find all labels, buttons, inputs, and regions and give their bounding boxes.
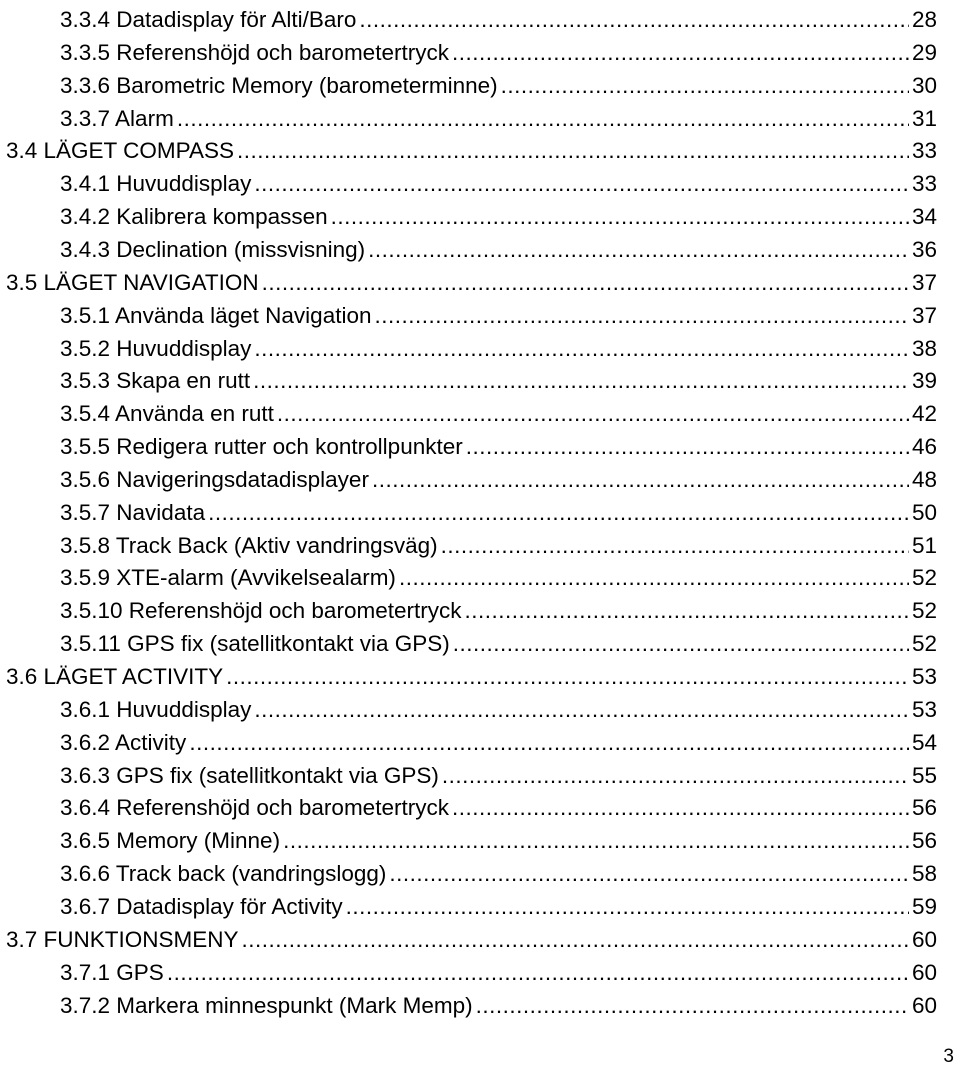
toc-entry-page: 52 xyxy=(911,598,937,624)
toc-entry[interactable] xyxy=(6,920,937,953)
toc-dot-leader xyxy=(476,993,909,1019)
toc-entry-page: 53 xyxy=(911,664,937,689)
toc-entry-page: 38 xyxy=(911,335,937,361)
toc-dot-leader xyxy=(466,434,909,460)
toc-entry[interactable] xyxy=(60,493,937,526)
page-number: 3 xyxy=(943,1046,954,1067)
toc-entry[interactable] xyxy=(60,624,937,657)
toc-dot-leader xyxy=(442,763,909,789)
toc-entry-page: 52 xyxy=(911,565,937,591)
toc-entry-page: 50 xyxy=(911,499,937,525)
toc-entry-page: 31 xyxy=(911,105,937,131)
toc-entry-page: 60 xyxy=(911,992,937,1018)
toc-entry[interactable] xyxy=(60,66,937,99)
toc-entry-title: 3.4.3 Declination (missvisning) xyxy=(60,236,366,262)
toc-entry-page: 58 xyxy=(911,861,937,887)
toc-entry[interactable] xyxy=(60,854,937,887)
toc-dot-leader xyxy=(501,73,909,99)
toc-entry-page: 55 xyxy=(911,762,937,788)
toc-dot-leader xyxy=(331,204,909,230)
toc-entry-page: 33 xyxy=(911,138,937,164)
toc-entry-page: 60 xyxy=(911,959,937,985)
toc-entry-title: 3.6 LÄGET ACTIVITY xyxy=(6,664,224,689)
toc-entry-page: 37 xyxy=(911,269,937,295)
toc-entry-page: 56 xyxy=(911,828,937,854)
toc-entry-page: 37 xyxy=(911,302,937,328)
toc-dot-leader xyxy=(177,106,909,132)
toc-entry-title: 3.5.5 Redigera rutter och kontrollpunkter xyxy=(60,434,463,460)
toc-entry-title: 3.5.10 Referenshöjd och barometertryck xyxy=(60,598,462,624)
toc-entry-title: 3.5.2 Huvuddisplay xyxy=(60,335,252,361)
toc-entry[interactable] xyxy=(60,197,937,230)
toc-entry[interactable] xyxy=(60,953,937,986)
toc-entry-title: 3.5.6 Navigeringsdatadisplayer xyxy=(60,466,369,492)
toc-entry-title: 3.6.5 Memory (Minne) xyxy=(60,828,281,854)
toc-entry-title: 3.5.1 Använda läget Navigation xyxy=(60,302,372,328)
toc-dot-leader xyxy=(226,664,909,690)
toc-entry[interactable] xyxy=(6,263,937,296)
toc-entry[interactable] xyxy=(60,526,937,559)
toc-entry[interactable] xyxy=(60,164,937,197)
toc-entry[interactable] xyxy=(60,296,937,329)
toc-entry-title: 3.6.7 Datadisplay för Activity xyxy=(60,893,343,919)
toc-entry-page: 54 xyxy=(911,729,937,755)
toc-entry[interactable] xyxy=(60,788,937,821)
toc-entry-page: 34 xyxy=(911,204,937,230)
toc-entry[interactable] xyxy=(60,329,937,362)
toc-entry[interactable] xyxy=(60,33,937,66)
toc-entry-title: 3.5.8 Track Back (Aktiv vandringsväg) xyxy=(60,532,438,558)
toc-dot-leader xyxy=(254,336,909,362)
toc-entry[interactable] xyxy=(6,657,937,690)
toc-entry-title: 3.5.9 XTE-alarm (Avvikelsealarm) xyxy=(60,565,396,591)
toc-dot-leader xyxy=(167,960,909,986)
toc-dot-leader xyxy=(464,598,909,624)
toc-entry-page: 39 xyxy=(911,368,937,394)
toc-entry-title: 3.4.2 Kalibrera kompassen xyxy=(60,204,328,230)
toc-dot-leader xyxy=(452,40,909,66)
toc-entry-page: 59 xyxy=(911,893,937,919)
toc-dot-leader xyxy=(254,697,909,723)
toc-dot-leader xyxy=(368,237,909,263)
toc-entry[interactable] xyxy=(60,460,937,493)
toc-entry[interactable] xyxy=(60,723,937,756)
toc-entry-title: 3.6.6 Track back (vandringslogg) xyxy=(60,861,387,887)
toc-entry-page: 48 xyxy=(911,466,937,492)
toc-entry-title: 3.6.3 GPS fix (satellitkontakt via GPS) xyxy=(60,762,439,788)
toc-entry-title: 3.5 LÄGET NAVIGATION xyxy=(6,269,259,295)
toc-entry-title: 3.5.7 Navidata xyxy=(60,499,206,525)
toc-entry[interactable] xyxy=(60,427,937,460)
toc-entry-title: 3.7.2 Markera minnespunkt (Mark Memp) xyxy=(60,992,473,1018)
toc-dot-leader xyxy=(359,7,909,33)
toc-dot-leader xyxy=(283,828,909,854)
toc-entry-page: 53 xyxy=(911,696,937,722)
toc-dot-leader xyxy=(242,927,909,953)
toc-dot-leader xyxy=(208,500,909,526)
toc-entry[interactable] xyxy=(6,131,937,164)
toc-entry-page: 42 xyxy=(911,401,937,427)
toc-entry-page: 29 xyxy=(911,39,937,65)
toc-dot-leader xyxy=(237,138,909,164)
toc-dot-leader xyxy=(277,401,909,427)
toc-entry-page: 33 xyxy=(911,171,937,197)
toc-dot-leader xyxy=(262,270,909,296)
toc-entry-title: 3.3.5 Referenshöjd och barometertryck xyxy=(60,39,449,65)
toc-entry-page: 30 xyxy=(911,72,937,98)
toc-entry-title: 3.7.1 GPS xyxy=(60,959,164,985)
toc-entry-page: 56 xyxy=(911,795,937,821)
toc-entry-title: 3.3.7 Alarm xyxy=(60,105,174,131)
toc-dot-leader xyxy=(254,171,909,197)
toc-entry[interactable] xyxy=(60,591,937,624)
toc-entry-page: 52 xyxy=(911,631,937,657)
toc-entry[interactable] xyxy=(60,887,937,920)
toc-entry-page: 28 xyxy=(911,7,937,32)
toc-dot-leader xyxy=(389,861,909,887)
toc-entry-title: 3.4 LÄGET COMPASS xyxy=(6,138,234,164)
toc-entry[interactable] xyxy=(60,690,937,723)
toc-dot-leader xyxy=(346,894,909,920)
toc-entry-page: 51 xyxy=(911,532,937,558)
toc-entry[interactable] xyxy=(60,394,937,427)
toc-entry-title: 3.5.11 GPS fix (satellitkontakt via GPS) xyxy=(60,631,450,657)
toc-entry-title: 3.6.4 Referenshöjd och barometertryck xyxy=(60,795,449,821)
toc-dot-leader xyxy=(372,467,909,493)
toc-dot-leader xyxy=(452,795,909,821)
toc-entry-page: 36 xyxy=(911,236,937,262)
toc-entry-title: 3.5.4 Använda en rutt xyxy=(60,401,274,427)
toc-entry[interactable] xyxy=(60,986,937,1019)
toc-dot-leader xyxy=(441,533,909,559)
toc-dot-leader xyxy=(374,303,908,329)
toc-dot-leader xyxy=(253,368,909,394)
toc-entry-page: 46 xyxy=(911,434,937,460)
toc-dot-leader xyxy=(189,730,909,756)
toc-entry[interactable] xyxy=(60,361,937,394)
toc-entry[interactable] xyxy=(60,230,937,263)
toc-entry[interactable] xyxy=(60,99,937,132)
toc-entry-title: 3.3.4 Datadisplay för Alti/Baro xyxy=(60,7,357,32)
toc-entry-title: 3.5.3 Skapa en rutt xyxy=(60,368,251,394)
toc-entry-title: 3.6.1 Huvuddisplay xyxy=(60,696,252,722)
toc-entry-title: 3.6.2 Activity xyxy=(60,729,187,755)
toc-entry-title: 3.3.6 Barometric Memory (barometerminne) xyxy=(60,72,498,98)
toc-dot-leader xyxy=(399,565,909,591)
toc-entry[interactable] xyxy=(60,558,937,591)
toc-entry[interactable] xyxy=(60,756,937,789)
toc-entry-title: 3.7 FUNKTIONSMENY xyxy=(6,926,239,952)
toc-entry[interactable] xyxy=(60,0,937,33)
toc-entry[interactable] xyxy=(60,821,937,854)
toc-dot-leader xyxy=(453,631,909,657)
toc-entry-page: 60 xyxy=(911,926,937,952)
toc-entry-title: 3.4.1 Huvuddisplay xyxy=(60,171,252,197)
